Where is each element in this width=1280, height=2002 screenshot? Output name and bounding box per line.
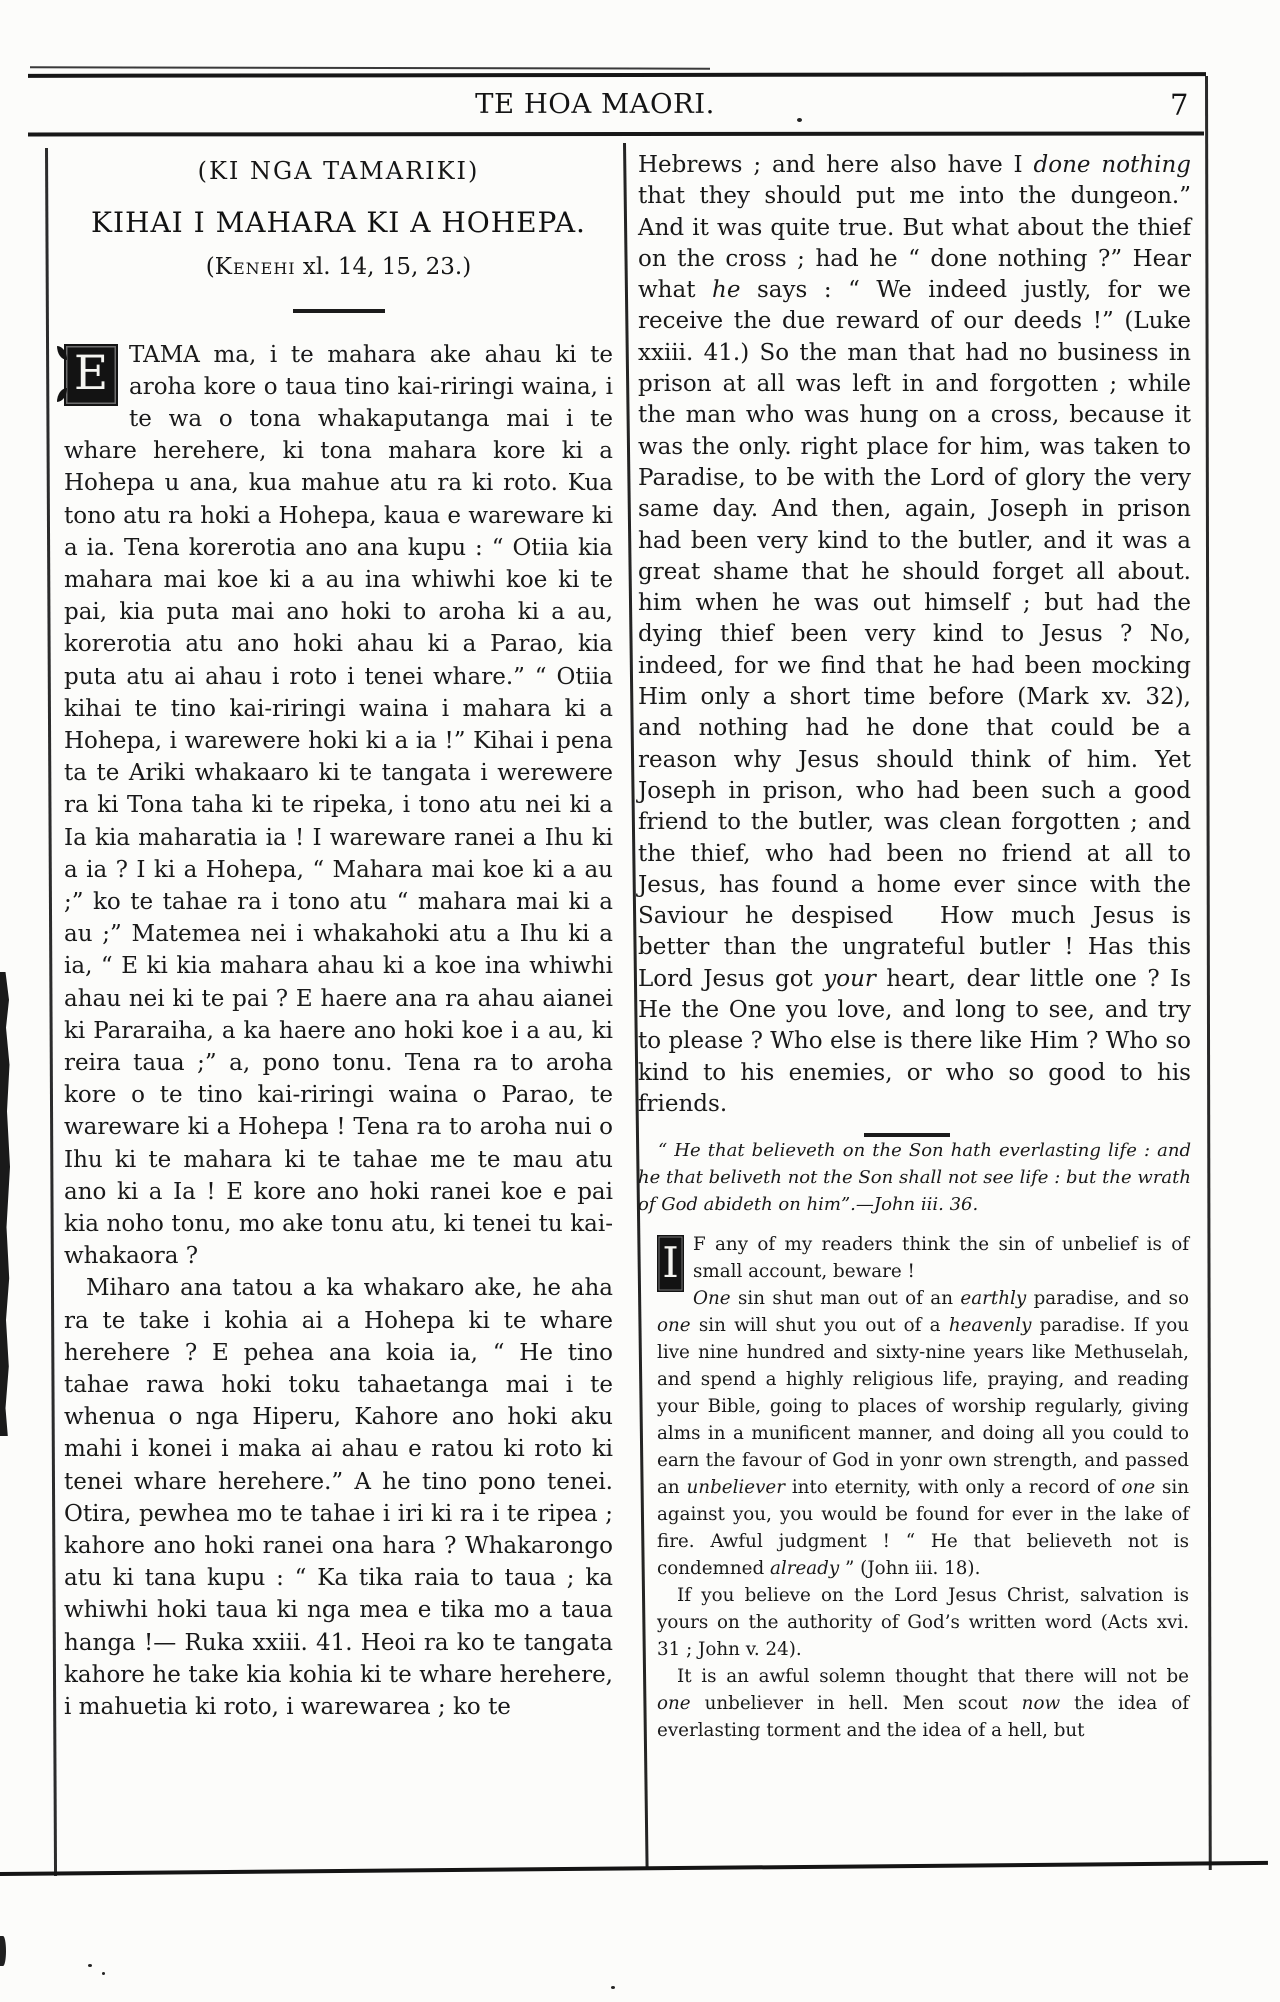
ornate-drop-cap-initial: I — [657, 1235, 684, 1292]
publication-title: TE HOA MAORI. — [475, 88, 715, 120]
scripture-reference: (Kenehi xl. 14, 15, 23.) — [205, 254, 472, 280]
article-title: KIHAI I MAHARA KI A HOHEPA. — [91, 206, 586, 239]
ink-speck — [102, 1972, 105, 1975]
english-paragraph: It is an awful solemn thought that there will not be one unbeliever in hell. Men scout now the idea of everlasting torment and the idea of a hell, but — [657, 1665, 1189, 1741]
english-paragraph: One sin shut man out of an earthly paradise, and so one sin will shut you out of a heavenly paradise. If you live nine hundred and sixty-nine years like Methuselah, and spend a highly religious life, praying, and reading your Bible, going to places of worship regularly, giving alms in a munificent manner, and doing all you could to earn the favour of God in yonr own strength, and passed an unbeliever into eternity, with only a record of one sin against you, you would be found for ever in the lake of fire. Awful judgment ! “ He that believeth not is condemned already ” (John iii. 18). — [657, 1287, 1189, 1579]
top-rule — [28, 72, 1206, 78]
english-paragraph — [657, 1231, 1189, 1285]
top-rule-echo — [30, 66, 710, 69]
scripture-quote: “ He that believeth on the Son hath everlasting life : and he that beliveth not the Son shall not see life : but the wrath of God abideth on him”.—John iii. 36. — [638, 1139, 1191, 1215]
page-number: 7 — [1170, 88, 1189, 122]
section-separator-rule — [864, 1133, 950, 1137]
ink-speck — [797, 118, 802, 122]
header-rule — [28, 131, 1204, 136]
ornate-drop-cap-initial: E — [64, 344, 118, 406]
scan-artifact-blotch — [0, 972, 10, 1436]
left-page-border — [45, 148, 57, 1876]
english-paragraph-text: F any of my readers think the sin of unbelief is of small account, beware ! — [693, 1233, 1189, 1282]
maori-paragraph — [64, 339, 613, 1273]
right-page-border — [1205, 76, 1211, 1870]
subtitle-to-the-children: (KI NGA TAMARIKI) — [197, 157, 480, 185]
section-separator-rule — [293, 309, 385, 313]
maori-paragraph: Miharo ana tatou a ka whakaro ake, he aha ra te take i kohia ai a Hohepa ki te whare herehere ? E pehea ana koia ia, “ He tino tahae rawa hoki toku tahaetanga mai i te whenua o nga Hiperu, Kahore ano hoki aku mahi i konei i maka ai ahau e ratou ki roto ki tenei whare herehere.” A he tino pono tenei. Otira, pewhea mo te tahae i iri ki ra i te ripea ; kahore ano hoki ranei ona hara ? Whakarongo atu ki tana kupu : “ Ka tika raia to taua ; ka whiwhi hoki taua ki nga mea e tika mo a taua hanga !— Ruka xxiii. 41. Heoi ra ko te tangata kahore he take kia kohia ki te whare herehere, i mahuetia ki roto, i warewarea ; ko te — [64, 1275, 613, 1721]
english-column — [638, 150, 1191, 1744]
maori-column — [64, 155, 613, 1723]
bottom-rule — [0, 1861, 1268, 1876]
ink-speck — [611, 1986, 615, 1989]
ink-speck — [88, 1964, 92, 1967]
english-paragraph: Hebrews ; and here also have I done nothing that they should put me into the dungeon.” And it was quite true. But what about the thief on the cross ; had he “ done nothing ?” Hear what he says : “ We indeed justly, for we receive the due reward of our deeds !” (Luke xxiii. 41.) So the man that had no business in prison at all was left in and forgotten ; while the man who was hung on a cross, because it was the only. right place for him, was taken to Paradise, to be with the Lord of glory the very same day. And then, again, Joseph in prison had been very kind to the butler, and it was a great shame that he should forget all about. him when he was out himself ; but had the dying thief been very kind to Jesus ? No, indeed, for we find that he had been mocking Him only a short time before (Mark xv. 32), and nothing had he done that could be a reason why Jesus should think of him. Yet Joseph in prison, who had been such a good friend to the butler, was clean forgotten ; and the thief, who had been no friend at all to Jesus, has found a home ever since with the Saviour he despised How much Jesus is better than the ungrateful butler ! Has this Lord Jesus got your heart, dear little one ? Is He the One you love, and long to see, and try to please ? Who else is there like Him ? Who so kind to his enemies, or who so good to his friends. — [638, 152, 1192, 1117]
exhortation-block — [657, 1231, 1189, 1744]
maori-paragraph-text: TAMA ma, i te mahara ake ahau ki te aroha kore o taua tino kai-riringi waina, i te wa o tona whakaputanga mai i te whare herehere, ki tona mahara kore ki a Hohepa u ana, kua mahue atu ra ki roto. Kua tono atu ra hoki a Hohepa, kaua e wareware ki a ia. Tena korerotia ano ana kupu : “ Otiia kia mahara mai koe ki a au ina whiwhi koe ki te pai, kia puta mai ano hoki to aroha ki a au, korerotia atu ano hoki ahau ki a Parao, kia puta atu ai ahau i roto i tenei whare.” “ Otiia kihai te tino kai-riringi waina i mahara ki a Hohepa, i warewere hoki ki a ia !” Kihai i pena ta te Ariki whakaaro ki te tangata i werewere ra ki Tona taha ki te ripeka, i tono atu nei ki a Ia kia maharatia ia ! I wareware ranei a Ihu ki a ia ? I ki a Hohepa, “ Mahara mai koe ki a au ;” ko te tahae ra i tono atu “ mahara mai ki a au ;” Matemea nei i whakahoki atu a Ihu ki a ia, “ E ki kia mahara ahau ki a koe ina whiwhi ahau nei ki te pai ? E haere ana ra ahau aianei ki Pararaiha, a ka haere ano hoki koe i a au, ki reira taua ;” a, pono tonu. Tena ra to aroha kore o te tino kai-riringi waina o Parao, te wareware ki a Hohepa ! Tena ra to aroha nui o Ihu ki te mahara ki te tahae me te mau atu ano ki a Ia ! E kore ano hoki ranei koe e pai kia noho tonu, mo ake tonu atu, ki tenei tu kai-whakaora ? — [64, 341, 613, 1270]
scan-artifact-blotch — [0, 1936, 6, 1966]
english-paragraph: If you believe on the Lord Jesus Christ, salvation is yours on the authority of God’s written word (Acts xvi. 31 ; John v. 24). — [657, 1584, 1189, 1660]
